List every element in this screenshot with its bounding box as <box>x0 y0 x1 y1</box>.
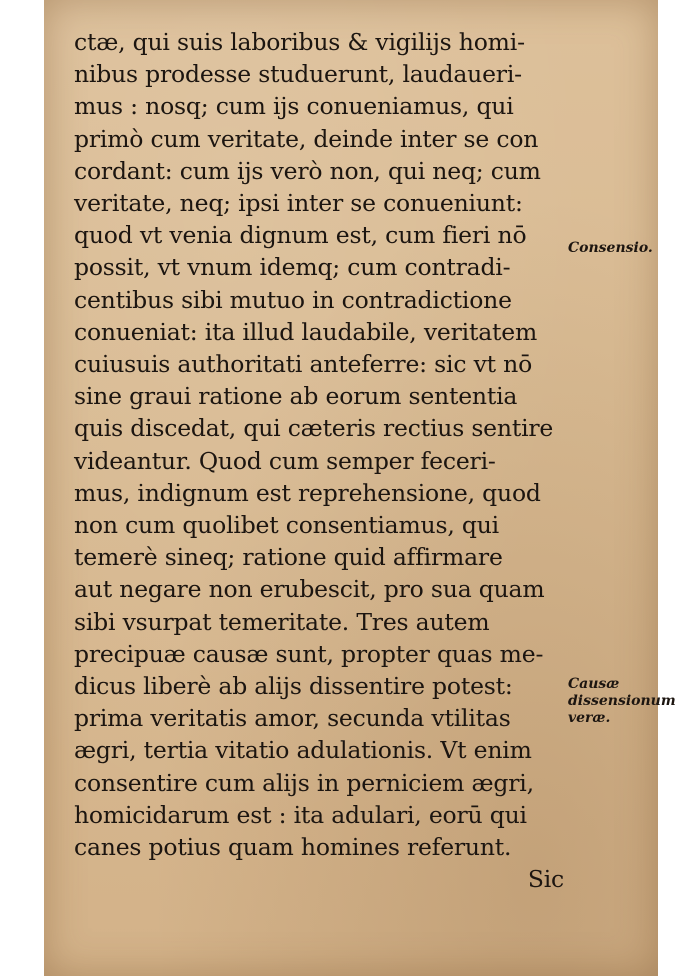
text-line: primò cum veritate, deinde inter se con <box>74 124 539 153</box>
text-line: ægri, tertia vitatio adulationis. Vt enim <box>74 736 532 765</box>
marginal-note-consensio: Consensio. <box>568 240 653 256</box>
text-line: conueniat: ita illud laudabile, veritatem <box>74 317 538 346</box>
marginal-note-causae: Causæ dissensionum veræ. <box>568 676 676 726</box>
text-line: aut negare non erubescit, pro sua quam <box>74 575 545 604</box>
text-line: possit, vt vnum idemq; cum contradi- <box>74 253 511 282</box>
body-text <box>74 26 574 895</box>
text-line: consentire cum alijs in perniciem ægri, <box>74 768 534 797</box>
text-line: sine graui ratione ab eorum sententia <box>74 382 518 411</box>
text-line: quis discedat, qui cæteris rectius sentire <box>74 414 554 443</box>
text-line: sibi vsurpat temeritate. Tres autem <box>74 607 490 636</box>
text-line: videantur. Quod cum semper feceri- <box>74 446 496 475</box>
text-line: prima veritatis amor, secunda vtilitas <box>74 704 511 733</box>
text-line: mus : nosq; cum ijs conueniamus, qui <box>74 92 514 121</box>
text-line: mus, indignum est reprehensione, quod <box>74 478 541 507</box>
text-line: cordant: cum ijs verò non, qui neq; cum <box>74 156 541 185</box>
text-line: quod vt venia dignum est, cum fieri nō <box>74 221 527 250</box>
book-page <box>44 0 676 976</box>
text-line: veritate, neq; ipsi inter se conueniunt: <box>74 189 523 218</box>
text-line: precipuæ causæ sunt, propter quas me- <box>74 639 544 668</box>
text-line: non cum quolibet consentiamus, qui <box>74 511 499 540</box>
text-line: cuiusuis authoritati anteferre: sic vt nō <box>74 350 533 379</box>
text-line: centibus sibi mutuo in contradictione <box>74 285 512 314</box>
text-line: homicidarum est : ita adulari, eorū qui <box>74 800 527 829</box>
text-line: temerè sineq; ratione quid affirmare <box>74 543 503 572</box>
text-line: dicus liberè ab alijs dissentire potest: <box>74 672 513 701</box>
text-line: canes potius quam homines referunt. <box>74 833 512 862</box>
catchword: Sic <box>527 865 564 894</box>
text-line: ctæ, qui suis laboribus & vigilijs homi- <box>74 28 525 56</box>
text-line: nibus prodesse studuerunt, laudaueri- <box>74 60 522 89</box>
